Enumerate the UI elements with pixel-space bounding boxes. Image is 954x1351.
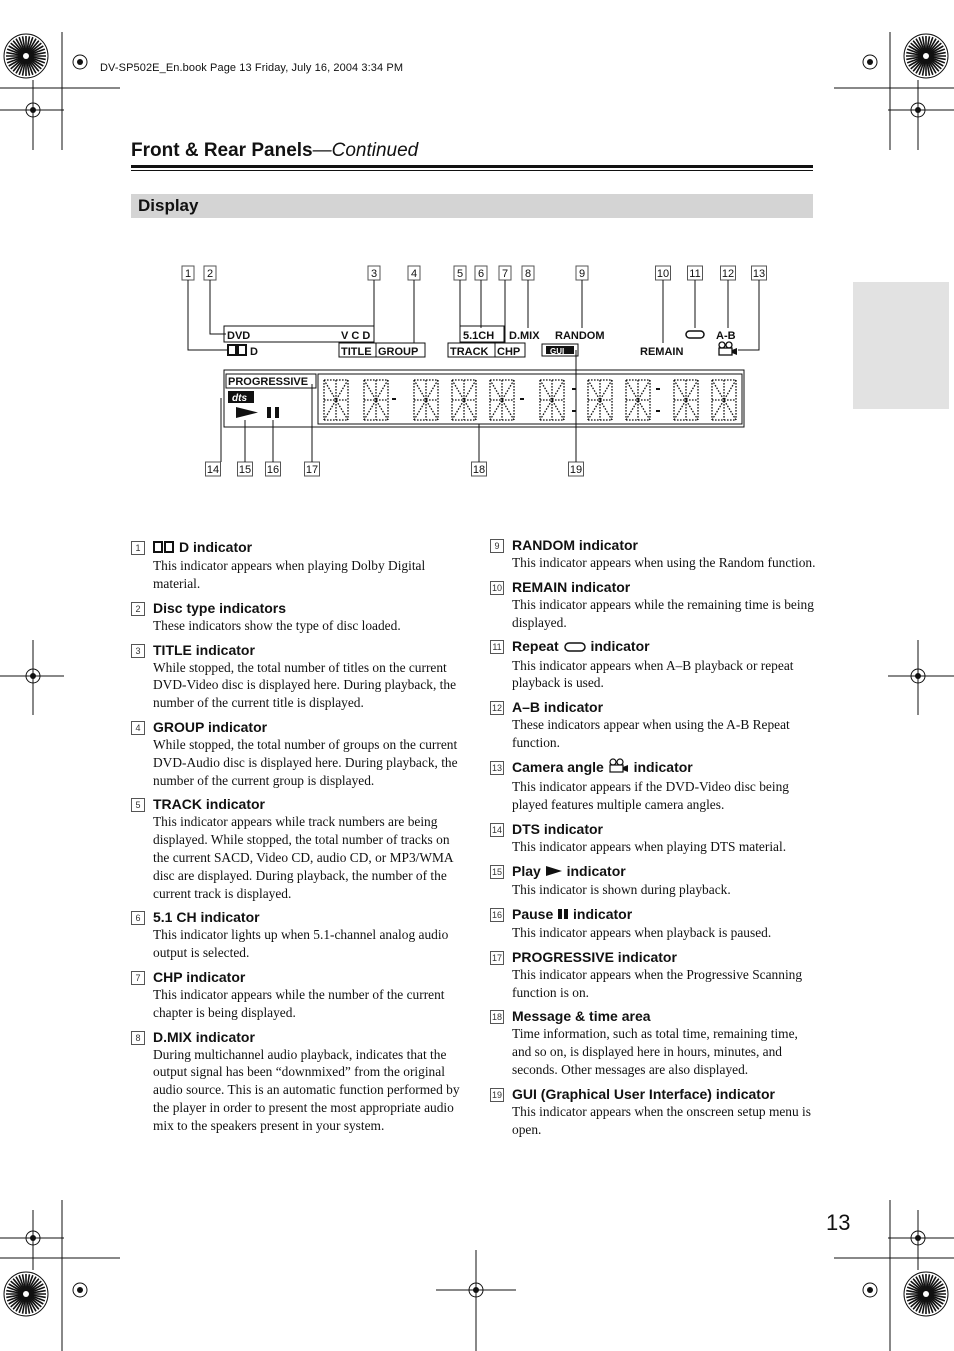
random-label: RANDOM xyxy=(555,330,605,342)
item-desc: This indicator appears if the DVD-Video disc being played features multiple camera angles. xyxy=(512,779,789,812)
item-number: 9 xyxy=(490,539,504,553)
registration-wheel xyxy=(904,1272,948,1316)
item-number: 16 xyxy=(491,909,502,920)
item-number: 8 xyxy=(131,1031,145,1045)
item-title: Play xyxy=(512,862,541,879)
dvd-label: DVD xyxy=(227,330,251,342)
item-title: DTS indicator xyxy=(512,820,604,837)
play-icon xyxy=(545,863,563,881)
item-number: 10 xyxy=(491,582,502,593)
item-number: 2 xyxy=(131,602,145,616)
item-title: D indicator xyxy=(179,539,253,555)
item-title: D.MIX indicator xyxy=(153,1028,255,1045)
item-number: 18 xyxy=(491,1012,502,1023)
header-title: Front & Rear Panels xyxy=(131,140,313,161)
item-number: 3 xyxy=(131,644,145,658)
item-2 xyxy=(131,599,461,635)
item-desc: This indicator appears while track numbers are being displayed. While stopped, the total number of tracks on the current SACD, Video CD, audio CD, or MP3/WMA disc are displayed. During playback, the number of the current track is displayed. xyxy=(153,814,453,901)
item-title: RANDOM indicator xyxy=(512,537,638,553)
item-title: TITLE indicator xyxy=(153,641,255,658)
item-desc: This indicator appears while the remaining time is being displayed. xyxy=(512,596,814,630)
item-number: 4 xyxy=(131,721,145,735)
item-number: 11 xyxy=(490,640,504,654)
item-13 xyxy=(490,758,820,814)
display-diagram xyxy=(0,0,954,500)
item-title: Pause xyxy=(512,905,554,922)
track-label: TRACK xyxy=(450,346,489,358)
item-desc: This indicator appears when the onscreen setup menu is open. xyxy=(512,1103,811,1137)
item-10 xyxy=(490,578,820,632)
item-number: 13 xyxy=(491,762,502,773)
page-number: 13 xyxy=(826,1210,851,1235)
item-desc: These indicators appear when using the A-B Repeat function. xyxy=(512,717,790,751)
repeat-icon xyxy=(686,331,704,338)
segment-digit xyxy=(364,380,388,420)
item-desc: These indicators show the type of disc loaded. xyxy=(153,617,401,633)
item-desc: This indicator appears while the number of the current chapter is being displayed. xyxy=(153,987,445,1020)
item-desc: While stopped, the total number of titles on the current DVD-Video disc is displayed here. During playback, the number of the current title is displayed. xyxy=(153,659,457,711)
item-title: Camera angle xyxy=(512,758,604,775)
item-number: 19 xyxy=(491,1089,502,1100)
item-14 xyxy=(490,820,820,856)
group-label: GROUP xyxy=(378,346,419,358)
item-17 xyxy=(490,948,820,1002)
callout-number: 14 xyxy=(206,464,220,476)
ch51-label: 5.1CH xyxy=(463,330,495,342)
item-title: PROGRESSIVE indicator xyxy=(512,948,677,965)
segment-digit xyxy=(674,380,698,420)
item-title-after: indicator xyxy=(590,638,650,655)
callout-number: 10 xyxy=(656,268,670,280)
pause-icon xyxy=(267,407,271,418)
segment-digit xyxy=(712,380,736,420)
item-title: Message & time area xyxy=(512,1008,651,1025)
repeat-icon xyxy=(563,639,587,657)
camera-angle-icon xyxy=(719,342,737,355)
item-8 xyxy=(131,1028,461,1135)
callout-number: 1 xyxy=(184,268,192,280)
dmix-label: D.MIX xyxy=(509,330,540,342)
dolby-d-label: D xyxy=(250,346,258,358)
book-info-line: DV-SP502E_En.book Page 13 Friday, July 16, 2004 3:34 PM xyxy=(100,62,404,74)
item-desc: While stopped, the total number of groups on the current DVD-Audio disc is displayed here. During playback, the number of the current group is displayed. xyxy=(153,737,458,788)
segment-digit xyxy=(588,380,612,420)
title-label: TITLE xyxy=(341,346,372,358)
item-title: CHP indicator xyxy=(153,969,246,986)
item-number: 17 xyxy=(491,952,502,963)
segment-digit xyxy=(626,380,650,420)
item-19 xyxy=(490,1085,820,1139)
item-desc: This indicator appears when playback is paused. xyxy=(512,924,772,940)
item-18 xyxy=(490,1007,820,1078)
callout-number: 5 xyxy=(456,268,464,280)
item-number: 5 xyxy=(131,798,145,812)
item-desc: This indicator appears when A–B playback or repeat playback is used. xyxy=(512,657,794,691)
segment-display xyxy=(324,380,736,420)
section-title: Display xyxy=(138,196,199,215)
pause-icon xyxy=(557,906,569,924)
progressive-label: PROGRESSIVE xyxy=(228,376,309,388)
play-icon xyxy=(236,407,258,418)
item-4 xyxy=(131,718,461,789)
item-desc: This indicator appears when the Progressive Scanning function is on. xyxy=(512,966,803,1000)
item-desc: This indicator is shown during playback. xyxy=(512,881,731,897)
segment-digit xyxy=(540,380,564,420)
camera-angle-icon xyxy=(608,758,630,778)
item-title: Disc type indicators xyxy=(153,599,287,616)
dts-label: dts xyxy=(232,393,247,404)
item-desc: This indicator lights up when 5.1-channel analog audio output is selected. xyxy=(153,927,449,961)
registration-wheel xyxy=(4,1272,48,1316)
gui-label: GUI xyxy=(550,347,565,356)
item-desc: This indicator appears when playing DTS material. xyxy=(512,838,787,854)
item-number: 14 xyxy=(491,824,502,835)
item-12 xyxy=(490,698,820,752)
callout-number: 17 xyxy=(305,464,319,476)
item-number: 12 xyxy=(491,703,502,714)
dolby-d-icon xyxy=(228,345,246,355)
item-number: 6 xyxy=(131,911,145,925)
item-desc: This indicator appears when playing Dolby Digital material. xyxy=(153,558,426,592)
item-title-after: indicator xyxy=(633,758,693,775)
item-1 xyxy=(131,538,461,593)
segment-digit xyxy=(490,380,514,420)
callout-number: 4 xyxy=(410,268,418,280)
callout-number: 19 xyxy=(569,464,583,476)
item-title: GUI (Graphical User Interface) indicator xyxy=(512,1085,775,1102)
item-3 xyxy=(131,641,461,712)
item-title: GROUP indicator xyxy=(153,719,268,736)
item-desc: This indicator appears when using the Random function. xyxy=(512,555,816,570)
remain-label: REMAIN xyxy=(640,346,684,358)
callout-number: 7 xyxy=(501,268,509,280)
item-title: REMAIN indicator xyxy=(512,578,631,595)
callout-number: 15 xyxy=(238,464,252,476)
vcd-label: V C D xyxy=(341,330,371,342)
item-number: 15 xyxy=(491,866,502,877)
callout-number: 18 xyxy=(472,464,486,476)
callout-number: 16 xyxy=(266,464,280,476)
item-title-after: indicator xyxy=(566,862,626,879)
callout-number: 9 xyxy=(578,268,586,280)
item-number: 1 xyxy=(131,541,145,555)
item-title: 5.1 CH indicator xyxy=(153,909,260,926)
callout-number: 2 xyxy=(206,268,214,280)
segment-digit xyxy=(452,380,476,420)
left-column xyxy=(131,538,461,1141)
chp-label: CHP xyxy=(497,346,521,358)
item-15 xyxy=(490,862,820,899)
item-7 xyxy=(131,968,461,1022)
header-continued: —Continued xyxy=(312,140,419,161)
item-number: 7 xyxy=(131,971,145,985)
item-11 xyxy=(490,637,820,692)
dolby-d-icon xyxy=(153,539,175,557)
right-column xyxy=(490,536,820,1144)
item-title: A–B indicator xyxy=(512,699,604,716)
item-9 xyxy=(490,536,820,572)
ab-label: A-B xyxy=(716,330,736,342)
segment-digit xyxy=(324,380,348,420)
callout-number: 11 xyxy=(689,268,701,280)
item-5 xyxy=(131,795,461,902)
item-6 xyxy=(131,908,461,962)
item-desc: Time information, such as total time, remaining time, and so on, is displayed here in hours, minutes, and seconds. Other messages are also displayed. xyxy=(512,1026,798,1077)
item-title: Repeat xyxy=(512,638,559,655)
callout-number: 3 xyxy=(370,268,378,280)
item-title: TRACK indicator xyxy=(153,796,265,813)
callout-number: 13 xyxy=(752,268,766,280)
callout-number: 12 xyxy=(721,268,735,280)
item-desc: During multichannel audio playback, indicates that the output signal has been “downmixed” from the original audio source. This is an automatic function performed by the player in order to present the most appropriate audio mix to the speakers present in your system. xyxy=(153,1046,460,1133)
callout-number: 6 xyxy=(477,268,485,280)
segment-digit xyxy=(414,380,438,420)
callout-number: 8 xyxy=(524,268,532,280)
item-16 xyxy=(490,905,820,942)
item-title-after: indicator xyxy=(573,905,633,922)
